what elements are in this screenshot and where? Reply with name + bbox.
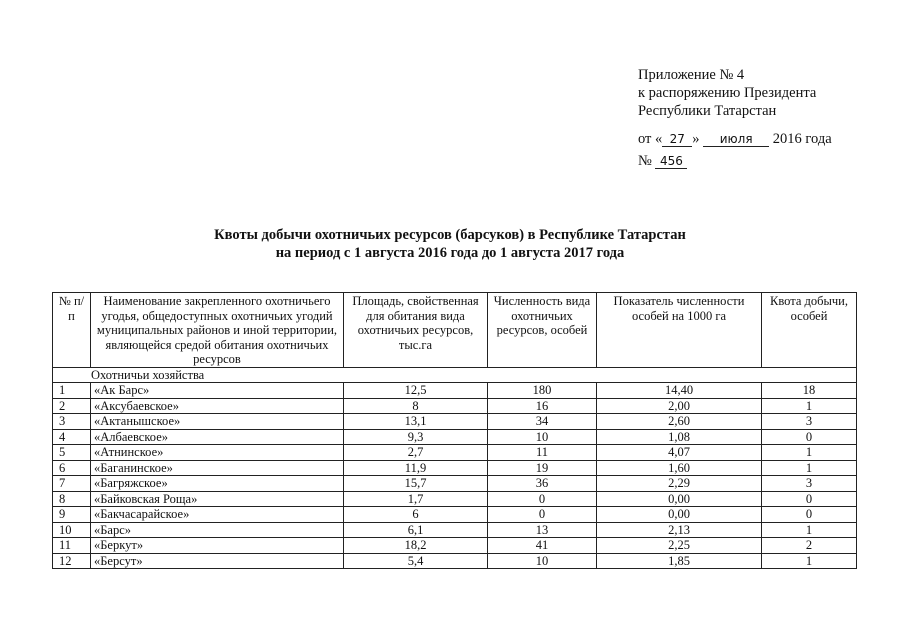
title-line-1: Квоты добычи охотничьих ресурсов (барсуков) в Республике Татарстан <box>214 227 686 243</box>
row-indicator: 0,00 <box>597 491 762 507</box>
row-indicator: 4,07 <box>597 445 762 461</box>
table-row <box>53 538 857 554</box>
row-area: 18,2 <box>344 538 488 554</box>
row-area: 6,1 <box>344 522 488 538</box>
row-indicator: 2,13 <box>597 522 762 538</box>
row-name: «Бакчасарайское» <box>91 507 344 523</box>
row-area: 12,5 <box>344 383 488 399</box>
row-quota: 18 <box>762 383 857 399</box>
row-area: 1,7 <box>344 491 488 507</box>
date-day: 27 <box>662 132 692 147</box>
appendix-line-1: Приложение № 4 <box>638 67 745 83</box>
date-month: июля <box>703 132 769 147</box>
row-indicator: 2,29 <box>597 476 762 492</box>
row-area: 15,7 <box>344 476 488 492</box>
table-row <box>53 476 857 492</box>
row-num: 11 <box>53 538 91 554</box>
row-name: «Ак Барс» <box>91 383 344 399</box>
row-name: «Актанышское» <box>91 414 344 430</box>
row-num: 10 <box>53 522 91 538</box>
table-body <box>53 367 857 569</box>
row-num: 2 <box>53 398 91 414</box>
row-area: 2,7 <box>344 445 488 461</box>
row-num: 12 <box>53 553 91 569</box>
row-indicator: 2,25 <box>597 538 762 554</box>
row-count: 16 <box>488 398 597 414</box>
number-label: № <box>638 153 652 169</box>
row-quota: 1 <box>762 398 857 414</box>
row-num: 9 <box>53 507 91 523</box>
row-name: «Берсут» <box>91 553 344 569</box>
row-count: 11 <box>488 445 597 461</box>
row-name: «Баганинское» <box>91 460 344 476</box>
row-quota: 0 <box>762 507 857 523</box>
row-count: 180 <box>488 383 597 399</box>
date-mid: » <box>692 131 700 147</box>
row-count: 13 <box>488 522 597 538</box>
row-indicator: 0,00 <box>597 507 762 523</box>
row-area: 11,9 <box>344 460 488 476</box>
appendix-line-2: к распоряжению Президента <box>638 85 817 101</box>
table-row <box>53 445 857 461</box>
row-area: 9,3 <box>344 429 488 445</box>
row-indicator: 1,60 <box>597 460 762 476</box>
row-name: «Атнинское» <box>91 445 344 461</box>
title-line-2: на период с 1 августа 2016 года до 1 августа 2017 года <box>275 245 625 261</box>
section-label: Охотничьи хозяйства <box>53 367 857 383</box>
document-title <box>100 226 800 262</box>
appendix-line-3: Республики Татарстан <box>638 103 777 119</box>
table-row <box>53 429 857 445</box>
table-row <box>53 414 857 430</box>
header-name: Наименование закрепленного охотничьего угодья, общедоступных охотничьих угодий муниципальных районов и иной территории, являющейся средой обитания охотничьих ресурсов <box>91 293 344 368</box>
row-quota: 1 <box>762 460 857 476</box>
row-num: 6 <box>53 460 91 476</box>
row-quota: 1 <box>762 522 857 538</box>
header-count: Численность вида охотничьих ресурсов, особей <box>488 293 597 368</box>
row-name: «Багряжское» <box>91 476 344 492</box>
row-count: 41 <box>488 538 597 554</box>
row-area: 13,1 <box>344 414 488 430</box>
header-indicator: Показатель численности особей на 1000 га <box>597 293 762 368</box>
header-area: Площадь, свойственная для обитания вида охотничьих ресурсов, тыс.га <box>344 293 488 368</box>
row-quota: 3 <box>762 476 857 492</box>
row-num: 5 <box>53 445 91 461</box>
row-quota: 1 <box>762 445 857 461</box>
row-num: 1 <box>53 383 91 399</box>
table-row <box>53 398 857 414</box>
table-row <box>53 491 857 507</box>
appendix-date-line <box>638 130 878 148</box>
table-row <box>53 460 857 476</box>
row-name: «Барс» <box>91 522 344 538</box>
appendix-block <box>638 66 878 170</box>
row-quota: 2 <box>762 538 857 554</box>
row-name: «Беркут» <box>91 538 344 554</box>
date-prefix: от « <box>638 131 663 147</box>
quota-table <box>52 292 857 569</box>
row-count: 0 <box>488 507 597 523</box>
row-count: 0 <box>488 491 597 507</box>
row-quota: 1 <box>762 553 857 569</box>
row-indicator: 2,60 <box>597 414 762 430</box>
table-row <box>53 383 857 399</box>
row-count: 10 <box>488 553 597 569</box>
row-count: 19 <box>488 460 597 476</box>
row-name: «Албаевское» <box>91 429 344 445</box>
date-suffix: 2016 года <box>772 131 832 147</box>
row-quota: 3 <box>762 414 857 430</box>
row-count: 36 <box>488 476 597 492</box>
section-row <box>53 367 857 383</box>
row-quota: 0 <box>762 491 857 507</box>
row-indicator: 2,00 <box>597 398 762 414</box>
row-num: 4 <box>53 429 91 445</box>
table-header-row <box>53 293 857 368</box>
row-count: 10 <box>488 429 597 445</box>
row-area: 8 <box>344 398 488 414</box>
table-row <box>53 553 857 569</box>
row-indicator: 1,08 <box>597 429 762 445</box>
table-row <box>53 507 857 523</box>
table-row <box>53 522 857 538</box>
row-count: 34 <box>488 414 597 430</box>
row-area: 6 <box>344 507 488 523</box>
row-name: «Аксубаевское» <box>91 398 344 414</box>
header-num: № п/п <box>53 293 91 368</box>
row-quota: 0 <box>762 429 857 445</box>
row-indicator: 1,85 <box>597 553 762 569</box>
row-num: 8 <box>53 491 91 507</box>
row-indicator: 14,40 <box>597 383 762 399</box>
header-quota: Квота добычи, особей <box>762 293 857 368</box>
row-num: 3 <box>53 414 91 430</box>
appendix-number-line <box>638 152 878 170</box>
number-value: 456 <box>655 154 687 169</box>
row-num: 7 <box>53 476 91 492</box>
row-name: «Байковская Роща» <box>91 491 344 507</box>
row-area: 5,4 <box>344 553 488 569</box>
